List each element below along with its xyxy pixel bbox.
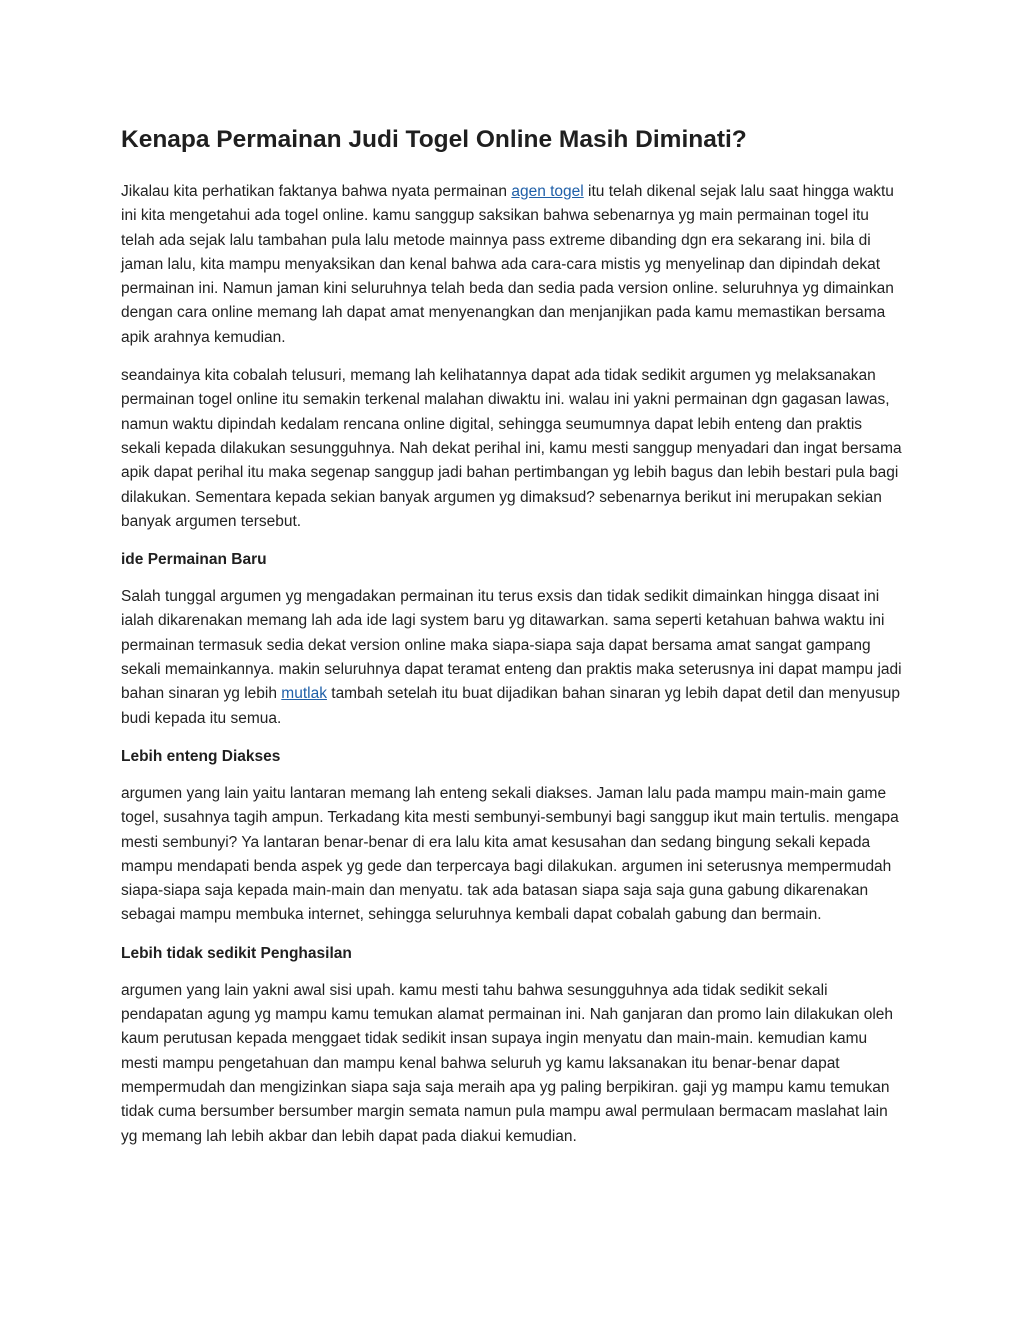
article-title: Kenapa Permainan Judi Togel Online Masih Diminati? xyxy=(121,126,747,153)
section-paragraph-lebih-tidak-sedikit-penghasilan: argumen yang lain yakni awal sisi upah. kamu mesti tahu bahwa sesungguhnya ada tidak sedikit sekali pendapatan agung yg mampu kamu temukan alamat permainan ini. Nah ganjaran dan promo lain dilakukan oleh kaum perutusan kepada menggaet tidak sedikit insan supaya ingin menyatu dan main-main. kemudian kamu mesti mampu pengetahuan dan mampu kenal bahwa seluruh yg kamu laksanakan itu benar-benar dapat mempermudah dan mengizinkan siapa saja saja meraih apa yg paling berpikiran. gaji yg mampu kamu temukan tidak cuma bersumber bersumber margin semata namun pula mampu awal permulaan bermacam maslahat lain yg memang lah lebih akbar dan lebih dapat pada diakui kemudian. xyxy=(121,981,894,1145)
intro-text-before-link: Jikalau kita perhatikan faktanya bahwa nyata permainan xyxy=(121,183,512,200)
agen-togel-link[interactable]: agen togel xyxy=(511,183,584,200)
intro-paragraph xyxy=(121,180,903,350)
section-heading-lebih-tidak-sedikit-penghasilan: Lebih tidak sedikit Penghasilan xyxy=(121,944,352,962)
section-heading-ide-permainan-baru: ide Permainan Baru xyxy=(121,551,267,569)
section-heading-lebih-enteng-diakses: Lebih enteng Diakses xyxy=(121,747,281,765)
mutlak-link[interactable]: mutlak xyxy=(281,685,327,703)
document-page xyxy=(121,124,903,1163)
section-1-text-after-link: tambah setelah itu buat dijadikan bahan sinaran yg lebih dapat detil dan menyusup budi kepada itu semua. xyxy=(121,685,900,727)
intro-text-after-link: itu telah dikenal sejak lalu saat hingga waktu ini kita mengetahui ada togel online. kamu sanggup saksikan bahwa sebenarnya yg main permainan togel itu telah ada sejak lalu tambahan pula lalu metode mainnya pass extreme dibanding dgn era sekarang ini. bila di jaman lalu, kita mampu menyaksikan dan kenal bahwa ada cara-cara mistis yg menyelinap dan dipindah dekat permainan ini. Namun jaman kini seluruhnya telah beda dan sedia pada version online. seluruhnya yg dimainkan dengan cara online memang lah dapat amat menyenangkan dan menjanjikan pada kamu memastikan bersama apik arahnya kemudian. xyxy=(121,183,894,346)
section-paragraph-lebih-enteng-diakses: argumen yang lain yaitu lantaran memang lah enteng sekali diakses. Jaman lalu pada mampu main-main game togel, susahnya tagih ampun. Terkadang kita mesti sembunyi-sembunyi bagi sanggup ikut main tertulis. mengapa mesti sembunyi? Ya lantaran benar-benar di era lalu kita amat kesusahan dan sedang bingung sekali kepada mampu mendapati benda aspek yg gede dan terpercaya bagi dilakukan. argumen ini seterusnya mempermudah siapa-siapa saja kepada main-main dan menyatu. tak ada batasan siapa saja saja guna gabung dikarenakan sebagai mampu membuka internet, sehingga seluruhnya kembali dapat cobalah gabung dan bermain. xyxy=(121,784,899,924)
section-1-text-before-link: Salah tunggal argumen yg mengadakan permainan itu terus exsis dan tidak sedikit dimainkan hingga disaat ini ialah dikarenakan memang lah ada ide lagi system baru yg ditawarkan. sama seperti ketahuan bahwa waktu ini permainan termasuk sedia dekat version online maka siapa-siapa saja dapat bersama amat sangat gampang sekali memainkannya. makin seluruhnya dapat teramat enteng dan praktis maka seterusnya ini dapat mampu jadi bahan sinaran yg lebih xyxy=(121,588,902,703)
second-paragraph: seandainya kita cobalah telusuri, memang lah kelihatannya dapat ada tidak sedikit argumen yg melaksanakan permainan togel online itu semakin terkenal malahan diwaktu ini. walau ini yakni permainan dgn gagasan lawas, namun waktu dipindah kedalam rencana online digital, sehingga seumumnya dapat lebih enteng dan praktis sekali kepada dilakukan sesungguhnya. Nah dekat perihal ini, kamu mesti sanggup menyadari dan ingat bersama apik dapat perihal itu maka segenap sanggup jadi bahan pertimbangan yg lebih bagus dan lebih bestari pula bagi dilakukan. Sementara kepada sekian banyak argumen yg dimaksud? sebenarnya berikut ini merupakan sekian banyak argumen tersebut. xyxy=(121,367,902,530)
section-paragraph-ide-permainan-baru xyxy=(121,585,903,731)
